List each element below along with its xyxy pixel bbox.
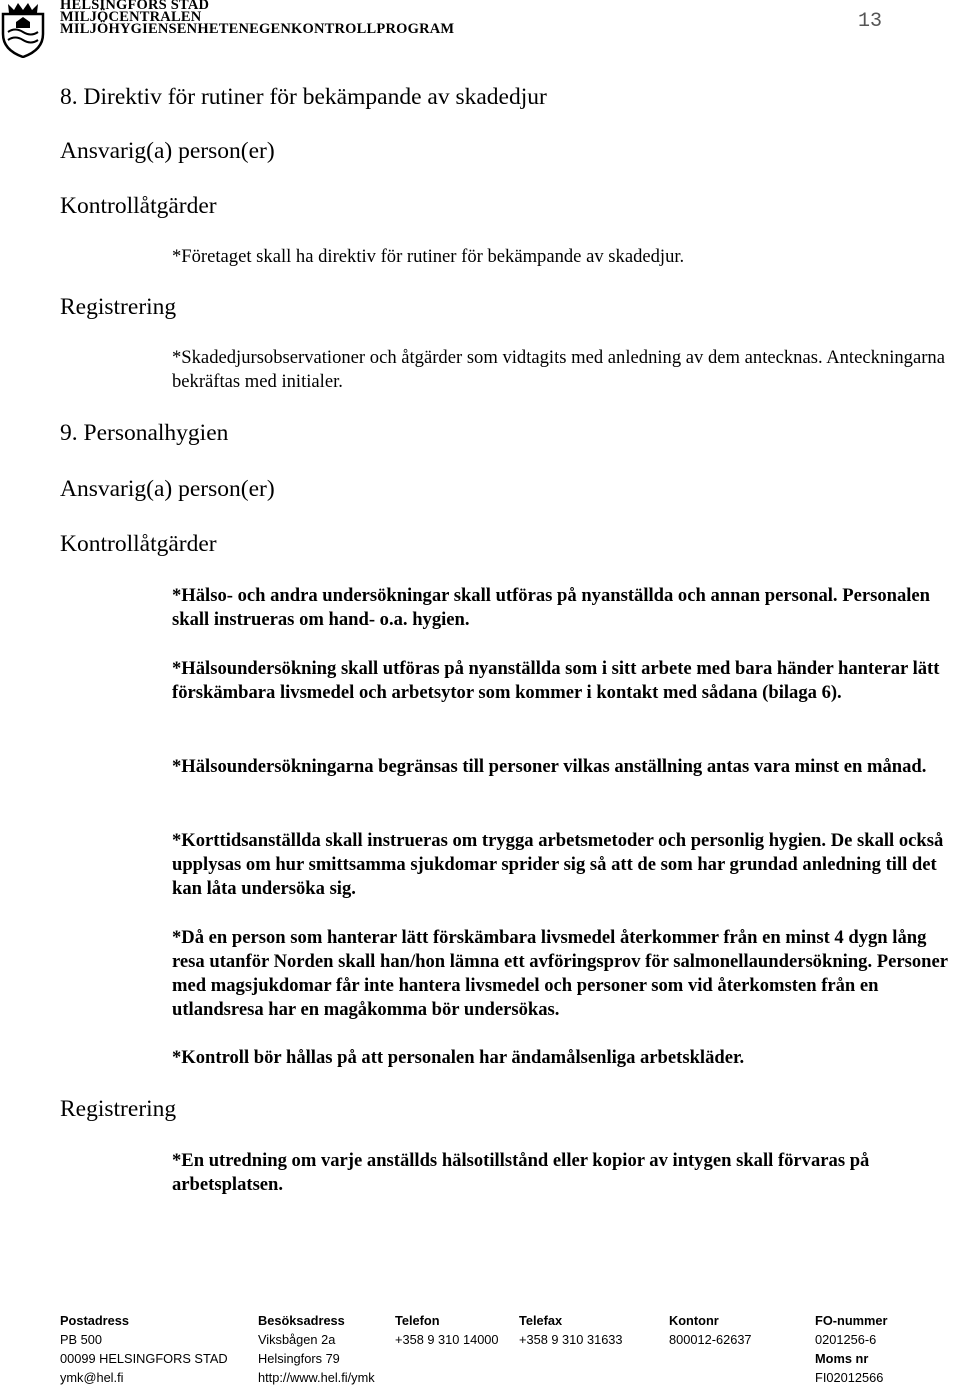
- section-9-paragraph: *Hälsoundersökningarna begränsas till personer vilkas anställning antas vara minst en månad.: [172, 756, 927, 777]
- section-9-paragraph: *Hälsoundersökning skall utföras på nyanställda som i sitt arbete med bara händer hanterar lätt förskämbara livsmedel och arbetsytor som kommer i kontakt med sådana (bilaga 6).: [172, 658, 940, 703]
- footer-value: +358 9 310 14000: [395, 1332, 499, 1347]
- footer-value: 800012-62637: [669, 1332, 752, 1347]
- header-department: MILJÖCENTRALEN: [60, 9, 202, 25]
- footer-heading: FO-nummer: [815, 1313, 888, 1328]
- footer-heading: Telefax: [519, 1313, 563, 1328]
- footer-postal-address: [60, 1311, 228, 1387]
- footer-visiting-address: [258, 1311, 375, 1387]
- section-9-measures-label: Kontrollåtgärder: [60, 531, 217, 557]
- footer-heading: Besöksadress: [258, 1313, 345, 1328]
- footer-heading: Moms nr: [815, 1351, 869, 1366]
- footer-email: ymk@hel.fi: [60, 1370, 124, 1385]
- footer-website: http://www.hel.fi/ymk: [258, 1370, 375, 1385]
- footer-account: [669, 1311, 752, 1349]
- section-8-responsible-label: Ansvarig(a) person(er): [60, 138, 275, 164]
- section-8-title: 8. Direktiv för rutiner för bekämpande av skadedjur: [60, 84, 547, 110]
- footer-business-id: [815, 1311, 888, 1387]
- footer-heading: Telefon: [395, 1313, 440, 1328]
- section-9-paragraph: *Hälso- och andra undersökningar skall utföras på nyanställda och annan personal. Personalen skall instrueras om hand- o.a. hygien.: [172, 585, 931, 630]
- section-9-paragraph: *Korttidsanställda skall instrueras om trygga arbetsmetoder och personlig hygien. De skall också upplysas om hur smittsamma sjukdomar sprider sig så att de som har grundad anledning till det kan låta undersöka sig.: [172, 830, 944, 899]
- section-8-registration-text: *Skadedjursobservationer och åtgärder som vidtagits med anledning av dem antecknas. Anteckningarna bekräftas med initialer.: [172, 347, 945, 392]
- section-9-registration-label: Registrering: [60, 1096, 177, 1122]
- section-9-paragraph: *Då en person som hanterar lätt förskämbara livsmedel återkommer från en minst 4 dygn lång resa utanför Norden skall han/hon lämna ett avföringsprov för salmonellaundersökning. Personer med magsjukdomar får inte hantera livsmedel och personer som vid återkomsten från en utlandsresa har en magåkomma bör undersökas.: [172, 927, 948, 1020]
- footer-value: Viksbågen 2a: [258, 1332, 336, 1347]
- footer-fax: [519, 1311, 623, 1349]
- footer-value: FI02012566: [815, 1370, 884, 1385]
- section-8-measures-label: Kontrollåtgärder: [60, 193, 217, 219]
- footer-value: Helsingfors 79: [258, 1351, 340, 1366]
- section-8-measures-text: *Företaget skall ha direktiv för rutiner för bekämpande av skadedjur.: [172, 246, 685, 267]
- helsinki-crest-icon: [0, 0, 46, 58]
- footer-value: PB 500: [60, 1332, 102, 1347]
- footer-heading: Postadress: [60, 1313, 129, 1328]
- header-program: MILJÖHYGIENSENHETENEGENKONTROLLPROGRAM: [60, 21, 455, 37]
- footer-value: +358 9 310 31633: [519, 1332, 623, 1347]
- page-number: 13: [858, 10, 883, 33]
- footer-value: 00099 HELSINGFORS STAD: [60, 1351, 228, 1366]
- section-9-paragraph: *Kontroll bör hållas på att personalen har ändamålsenliga arbetskläder.: [172, 1047, 745, 1068]
- section-8-registration-label: Registrering: [60, 294, 177, 320]
- section-9-responsible-label: Ansvarig(a) person(er): [60, 476, 275, 502]
- section-9-title: 9. Personalhygien: [60, 420, 229, 446]
- footer-value: 0201256-6: [815, 1332, 877, 1347]
- footer-phone: [395, 1311, 499, 1349]
- section-9-registration-text: *En utredning om varje anställds hälsotillstånd eller kopior av intygen skall förvaras på arbetsplatsen.: [172, 1150, 870, 1195]
- header-org-name: HELSINGFORS STAD: [60, 0, 210, 13]
- footer-heading: Kontonr: [669, 1313, 719, 1328]
